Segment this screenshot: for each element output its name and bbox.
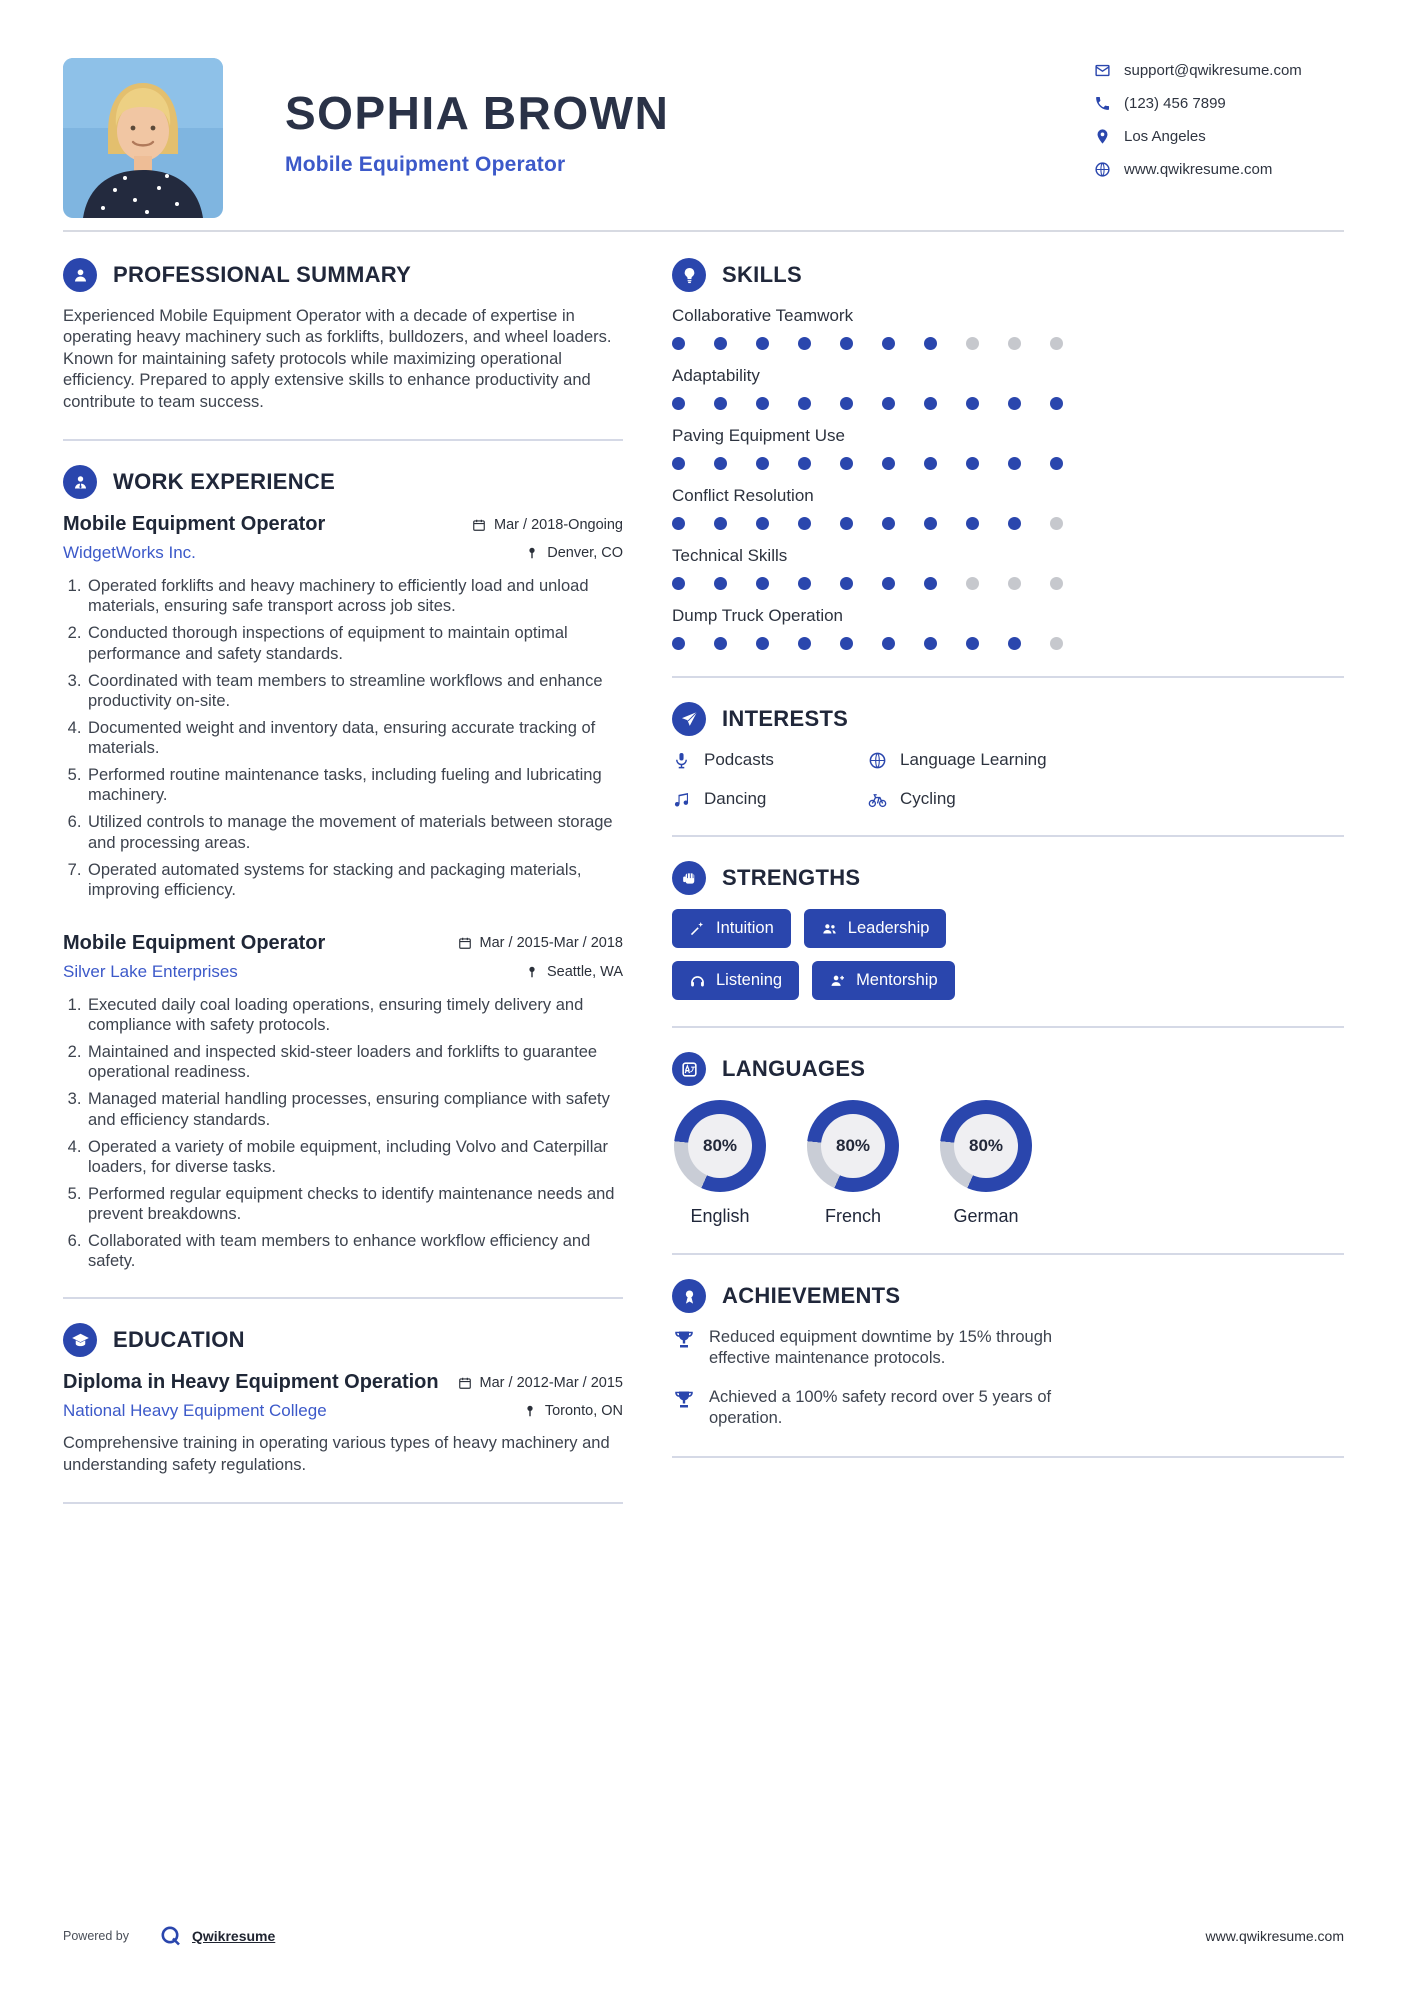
skill-dot-filled: [1008, 517, 1021, 530]
profile-photo: [63, 58, 223, 218]
user-tie-icon: [63, 465, 97, 499]
experience-bullet: 2. Maintained and inspected skid-steer loaders and forklifts to guarantee operational readiness.: [86, 1042, 623, 1082]
experience-bullet: 5. Performed routine maintenance tasks, including fueling and lubricating machinery.: [86, 765, 623, 805]
strengths-heading: [672, 861, 1344, 895]
contact-website-text: www.qwikresume.com: [1124, 161, 1273, 178]
skill-dot-filled: [672, 397, 685, 410]
skill-dot-filled: [924, 517, 937, 530]
skill-item: [672, 306, 1344, 350]
graduation-cap-icon: [63, 1323, 97, 1357]
trophy-icon: [672, 1328, 696, 1352]
skill-dot-filled: [1050, 397, 1063, 410]
skill-dot-empty: [966, 577, 979, 590]
skill-dot-filled: [924, 577, 937, 590]
strengths-title: STRENGTHS: [722, 865, 861, 890]
footer-url: www.qwikresume.com: [1205, 1928, 1344, 1944]
experience-bullet: 6. Collaborated with team members to enhance workflow efficiency and safety.: [86, 1231, 623, 1271]
job-entry-1: [63, 513, 623, 900]
interest-item-cycling: Cycling: [868, 789, 1344, 809]
skill-dot-empty: [1008, 577, 1021, 590]
skill-item: [672, 426, 1344, 470]
header: [63, 58, 1344, 218]
skill-dot-filled: [798, 397, 811, 410]
achievement-item: Reduced equipment downtime by 15% through effective maintenance protocols.: [672, 1327, 1072, 1370]
languages-list: [672, 1100, 1344, 1227]
skills-title: SKILLS: [722, 262, 803, 287]
skill-dot-filled: [798, 457, 811, 470]
contact-phone-text: (123) 456 7899: [1124, 95, 1226, 112]
language-percent: 80%: [821, 1114, 885, 1178]
strength-leadership[interactable]: Leadership: [804, 909, 947, 948]
pin-icon: [525, 546, 539, 560]
skill-dot-filled: [714, 517, 727, 530]
skill-dot-filled: [924, 637, 937, 650]
language-french: [805, 1100, 901, 1227]
skill-dot-filled: [840, 637, 853, 650]
language-progress-ring: [940, 1100, 1032, 1192]
skill-dot-filled: [756, 457, 769, 470]
person-name: SOPHIA BROWN: [285, 87, 670, 139]
section-skills: [672, 234, 1344, 650]
job-title: Mobile Equipment Operator: [63, 931, 326, 954]
skill-dot-filled: [882, 337, 895, 350]
experience-bullet: 5. Performed regular equipment checks to identify maintenance needs and prevent breakdowns.: [86, 1184, 623, 1224]
section-strengths: [672, 837, 1344, 1000]
language-percent: 80%: [688, 1114, 752, 1178]
skill-dot-filled: [714, 637, 727, 650]
section-summary: [63, 234, 623, 413]
main-content: [63, 234, 1344, 1504]
skill-dot-filled: [756, 517, 769, 530]
skill-label: Dump Truck Operation: [672, 606, 844, 625]
experience-bullet: 7. Operated automated systems for stacking and packaging materials, improving efficiency.: [86, 860, 623, 900]
skill-dot-filled: [1008, 397, 1021, 410]
language-label: French: [824, 1206, 882, 1226]
skill-dot-filled: [1008, 637, 1021, 650]
skill-dot-filled: [798, 517, 811, 530]
contact-website-row: [1094, 161, 1344, 178]
experience-bullet: 1. Executed daily coal loading operations, ensuring timely delivery and compliance with safety protocols.: [86, 995, 623, 1035]
skill-dot-filled: [672, 637, 685, 650]
skill-dot-filled: [882, 397, 895, 410]
skill-dot-filled: [798, 337, 811, 350]
section-interests: [672, 678, 1344, 809]
paper-plane-icon: [672, 702, 706, 736]
skill-dot-filled: [714, 397, 727, 410]
experience-bullet: 3. Coordinated with team members to streamline workflows and enhance productivity on-site.: [86, 671, 623, 711]
experience-bullet: 6. Utilized controls to manage the movement of materials between storage and processing areas.: [86, 812, 623, 852]
fist-icon: [672, 861, 706, 895]
skill-dot-filled: [672, 337, 685, 350]
job-dates: Mar / 2015-Mar / 2018: [458, 935, 623, 951]
job-title: Mobile Equipment Operator: [63, 513, 326, 536]
language-label: English: [690, 1206, 750, 1226]
work-heading: [63, 465, 623, 499]
skill-dot-empty: [966, 337, 979, 350]
experience-bullet: 3. Managed material handling processes, ensuring compliance with safety and efficiency standards.: [86, 1089, 623, 1129]
contact-email-text: support@qwikresume.com: [1124, 62, 1302, 79]
user-plus-icon: [829, 972, 846, 989]
email-icon: [1094, 62, 1111, 79]
skill-dots: [672, 337, 1344, 350]
contact-location-text: Los Angeles: [1124, 128, 1206, 145]
globe-icon: [868, 751, 887, 770]
skill-dot-filled: [672, 457, 685, 470]
skill-dot-filled: [840, 517, 853, 530]
person-job-title: Mobile Equipment Operator: [285, 153, 566, 176]
section-achievements: [672, 1255, 1344, 1430]
skill-dot-filled: [882, 457, 895, 470]
summary-heading: [63, 258, 623, 292]
language-percent: 80%: [954, 1114, 1018, 1178]
contact-info: [1094, 58, 1344, 178]
skill-dots: [672, 397, 1344, 410]
company-name: WidgetWorks Inc.: [63, 543, 196, 563]
interests-title: INTERESTS: [722, 706, 849, 731]
powered-by-text: Powered by: [63, 1929, 130, 1943]
section-languages: [672, 1028, 1344, 1227]
skill-dot-filled: [714, 337, 727, 350]
degree-title: Diploma in Heavy Equipment Operation: [63, 1371, 439, 1394]
medal-icon: [672, 1279, 706, 1313]
skill-dot-filled: [924, 397, 937, 410]
trophy-icon: [672, 1388, 696, 1412]
skill-dot-filled: [714, 577, 727, 590]
skill-dots: [672, 517, 1344, 530]
strength-mentorship[interactable]: Mentorship: [812, 961, 955, 1000]
languages-heading: [672, 1052, 1344, 1086]
summary-text: Experienced Mobile Equipment Operator with a decade of expertise in operating heavy machinery such as forklifts, bulldozers, and wheel loaders. Known for maintaining safety protocols while maximizing operational efficiency. Prepared to apply extensive skills to enhance productivity and contribute to team success.: [63, 307, 612, 411]
header-divider: [63, 230, 1344, 232]
skill-dot-filled: [882, 517, 895, 530]
education-location: Toronto, ON: [523, 1403, 623, 1419]
education-dates: Mar / 2012-Mar / 2015: [458, 1375, 623, 1391]
phone-icon: [1094, 95, 1111, 112]
language-label: German: [953, 1206, 1019, 1226]
interests-grid: [672, 750, 1344, 809]
school-name: National Heavy Equipment College: [63, 1401, 327, 1421]
skill-dot-filled: [756, 637, 769, 650]
education-entry: [63, 1371, 623, 1476]
skill-dot-filled: [756, 397, 769, 410]
achievements-title: ACHIEVEMENTS: [722, 1283, 901, 1308]
right-column: [672, 234, 1344, 1504]
skill-dot-filled: [924, 337, 937, 350]
skill-dot-filled: [840, 577, 853, 590]
bicycle-icon: [868, 790, 887, 809]
experience-bullet: 2. Conducted thorough inspections of equipment to maintain optimal performance and safety standards.: [86, 623, 623, 663]
left-column: [63, 234, 623, 1504]
skill-label: Conflict Resolution: [672, 486, 814, 505]
skill-dot-empty: [1050, 577, 1063, 590]
section-education: [63, 1299, 623, 1476]
experience-bullet: 4. Documented weight and inventory data, ensuring accurate tracking of materials.: [86, 718, 623, 758]
skill-dot-filled: [798, 577, 811, 590]
calendar-icon: [472, 518, 486, 532]
skill-label: Paving Equipment Use: [672, 426, 845, 445]
work-title: WORK EXPERIENCE: [113, 469, 336, 495]
skill-label: Technical Skills: [672, 546, 788, 565]
skill-dot-filled: [840, 337, 853, 350]
experience-bullets: [63, 576, 623, 900]
pin-icon: [523, 1404, 537, 1418]
summary-title: PROFESSIONAL SUMMARY: [113, 262, 412, 287]
skill-dot-filled: [798, 637, 811, 650]
contact-email-row: [1094, 62, 1344, 79]
experience-bullet: 1. Operated forklifts and heavy machinery to efficiently load and unload materials, ensuring safe transport across job sites.: [86, 576, 623, 616]
contact-location-row: [1094, 128, 1344, 145]
achievements-heading: [672, 1279, 1344, 1313]
experience-bullets: [63, 995, 623, 1272]
music-note-icon: [672, 790, 691, 809]
qwikresume-link[interactable]: Qwikresume: [192, 1928, 276, 1944]
interest-item-dancing: Dancing: [672, 789, 868, 809]
interest-item-language-learning: Language Learning: [868, 750, 1344, 770]
section-divider: [63, 1502, 623, 1504]
wand-icon: [689, 920, 706, 937]
skill-dot-empty: [1050, 337, 1063, 350]
skill-dot-filled: [840, 397, 853, 410]
skill-dot-empty: [1050, 637, 1063, 650]
identity: [285, 58, 669, 177]
microphone-icon: [672, 751, 691, 770]
user-icon: [63, 258, 97, 292]
languages-title: LANGUAGES: [722, 1056, 866, 1081]
skill-dots: [672, 637, 1344, 650]
footer: [63, 1924, 1344, 1948]
skill-dots: [672, 577, 1344, 590]
education-title: EDUCATION: [113, 1327, 245, 1353]
skill-label: Adaptability: [672, 366, 760, 385]
language-progress-ring: [807, 1100, 899, 1192]
skill-dot-filled: [840, 457, 853, 470]
language-progress-ring: [674, 1100, 766, 1192]
pin-icon: [525, 965, 539, 979]
globe-icon: [1094, 161, 1111, 178]
skill-dot-filled: [966, 637, 979, 650]
skill-dot-filled: [672, 517, 685, 530]
lightbulb-icon: [672, 258, 706, 292]
skills-heading: [672, 258, 1344, 292]
education-description: Comprehensive training in operating various types of heavy machinery and understanding safety regulations.: [63, 1434, 610, 1474]
interests-heading: [672, 702, 1344, 736]
skill-dot-filled: [966, 397, 979, 410]
skill-dot-filled: [1050, 457, 1063, 470]
skill-dot-filled: [756, 337, 769, 350]
company-name: Silver Lake Enterprises: [63, 961, 238, 981]
skill-item: [672, 546, 1344, 590]
skill-dot-filled: [924, 457, 937, 470]
calendar-icon: [458, 1376, 472, 1390]
language-english: [672, 1100, 768, 1227]
location-pin-icon: [1094, 128, 1111, 145]
skill-dot-filled: [756, 577, 769, 590]
skill-dot-empty: [1008, 337, 1021, 350]
skill-label: Collaborative Teamwork: [672, 306, 854, 325]
strength-intuition[interactable]: Intuition: [672, 909, 791, 948]
education-heading: [63, 1323, 623, 1357]
skill-dot-filled: [966, 517, 979, 530]
skill-dot-filled: [714, 457, 727, 470]
language-german: [938, 1100, 1034, 1227]
skill-dot-filled: [672, 577, 685, 590]
experience-bullet: 4. Operated a variety of mobile equipment, including Volvo and Caterpillar loaders, for diverse tasks.: [86, 1137, 623, 1177]
job-location: Denver, CO: [525, 545, 623, 561]
job-entry-2: [63, 932, 623, 1272]
translate-icon: [672, 1052, 706, 1086]
interest-item-podcasts: Podcasts: [672, 750, 868, 770]
skill-dot-filled: [1008, 457, 1021, 470]
skill-dot-filled: [882, 577, 895, 590]
job-dates: Mar / 2018-Ongoing: [472, 517, 623, 533]
skill-item: [672, 366, 1344, 410]
section-divider: [672, 1456, 1344, 1458]
skills-list: [672, 306, 1344, 650]
skill-dot-filled: [882, 637, 895, 650]
achievement-item: Achieved a 100% safety record over 5 years of operation.: [672, 1387, 1072, 1430]
headphones-icon: [689, 972, 706, 989]
qwikresume-logo-icon: [159, 1924, 183, 1948]
strengths-list: [672, 909, 984, 1000]
strength-listening[interactable]: Listening: [672, 961, 799, 1000]
contact-phone-row: [1094, 95, 1344, 112]
calendar-icon: [458, 936, 472, 950]
skill-item: [672, 606, 1344, 650]
skill-item: [672, 486, 1344, 530]
job-location: Seattle, WA: [525, 964, 623, 980]
team-icon: [821, 920, 838, 937]
skill-dot-empty: [1050, 517, 1063, 530]
skill-dot-filled: [966, 457, 979, 470]
skill-dots: [672, 457, 1344, 470]
section-work: [63, 441, 623, 1271]
